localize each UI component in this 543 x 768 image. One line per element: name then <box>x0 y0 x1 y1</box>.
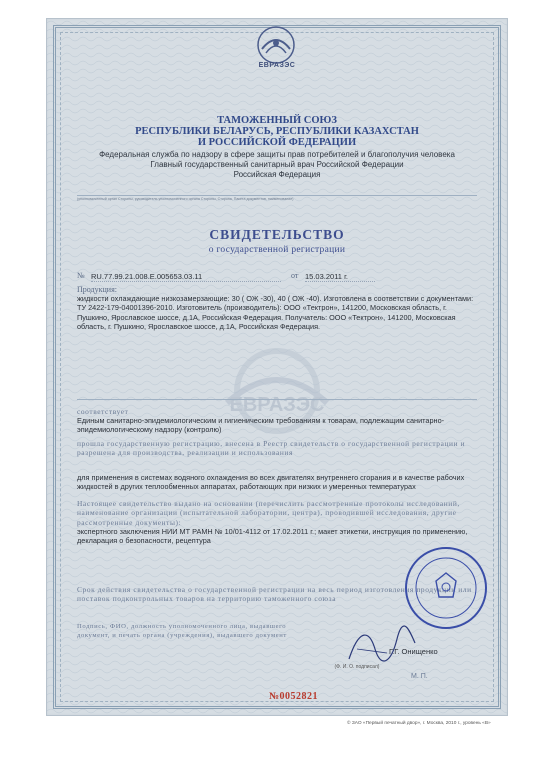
basis-text: экспертного заключения НИИ МТ РАМН № 10/01-4112 от 17.02.2011 г.; макет этикетки, инструкция по применению, декларация о безопасности, рецептура <box>77 527 468 546</box>
header-line-3: И РОССИЙСКОЙ ФЕДЕРАЦИИ <box>197 137 357 148</box>
header-line-1: ТАМОЖЕННЫЙ СОЮЗ <box>217 115 337 126</box>
issuing-official: Главный государственный санитарный врач Российской Федерации <box>150 160 404 169</box>
eurasec-emblem-icon <box>254 25 298 67</box>
product-label: Продукция: <box>77 285 117 294</box>
issuing-country: Российская Федерация <box>233 170 321 179</box>
issuing-organization: Федеральная служба по надзору в сфере защиты прав потребителей и благополучия человека <box>99 150 455 159</box>
svg-text:ЕВРАЗЭС: ЕВРАЗЭС <box>229 394 325 416</box>
validity-text: Срок действия свидетельства о государственной регистрации на весь период изготовления продукции или поставок подконтрольных товаров на территорию таможенного союза <box>77 585 472 604</box>
serial-number: №0052821 <box>269 691 319 702</box>
number-label: № <box>77 271 85 280</box>
basis-label: Настоящее свидетельство выдано на основании (перечислить рассмотренные протоколы исследований, наименование организации (испытательной лаборатории, центра), проводившей исследования, другие рассмотренные документы): <box>77 499 460 527</box>
fio-caption: (Ф. И. О. подписал) <box>334 664 380 670</box>
certificate-sheet <box>46 18 508 726</box>
printer-footer: © ЗАО «Первый печатный двор», г. Москва, 2010 г., уровень «В» <box>347 721 491 726</box>
signature-caption: Подпись, ФИО, должность уполномоченного лица, выдавшего документ, и печать органа (учреждения), выдавшего документ <box>77 623 287 639</box>
usage-text: для применения в системах водяного охлаждения во всех двигателях внутреннего сгорания и в качестве рабочих жидкостей в других теплообменных аппаратах, работающих при низких и умеренных температурах <box>77 473 465 492</box>
registration-text: прошла государственную регистрацию, внесена в Реестр свидетельств о государственной регистрации и разрешена для производства, реализации и использования <box>77 439 466 458</box>
emblem-label: ЕВРАЗЭС <box>258 62 296 69</box>
certificate-date: 15.03.2011 г. <box>305 272 375 282</box>
header-line-2: РЕСПУБЛИКИ БЕЛАРУСЬ, РЕСПУБЛИКИ КАЗАХСТАН <box>135 126 419 137</box>
authority-caption: (уполномоченный орган Стороны, руководитель уполномоченного органа Стороны, Сторона, Пакета документов, наименование) <box>77 195 477 201</box>
conformity-text: Единым санитарно-эпидемиологическим и гигиеническим требованиям к товарам, подлежащим санитарно-эпидемиологическому надзору (контролю) <box>77 416 445 435</box>
date-label: от <box>291 271 299 280</box>
certificate-number: RU.77.99.21.008.Е.005653.03.11 <box>91 272 281 282</box>
signatory-name: Г.Г. Онищенко <box>389 647 438 656</box>
certificate-title: СВИДЕТЕЛЬСТВО <box>209 227 345 242</box>
certificate-subtitle: о государственной регистрации <box>208 245 346 255</box>
middle-caption <box>77 399 477 401</box>
official-seal-icon <box>403 545 489 631</box>
mp-label: М. П. <box>411 673 428 680</box>
conformity-label: соответствует <box>77 407 129 416</box>
product-description: жидкости охлаждающие низкозамерзающие: 30 ( ОЖ -30), 40 ( ОЖ -40). Изготовлена в соответствии с документами: ТУ 2422-179-04001396-2010. Изготовитель (производитель): ООО «Тектрон», 141200, Московская область, г. Пушкино, Ярославское шоссе, д.1А, Российская Федерация. Получатель: ООО «Тектрон», 141200, Московская область, г. Пушкино, Ярославское шоссе, д.1А, Российская Федерация. <box>77 294 474 332</box>
